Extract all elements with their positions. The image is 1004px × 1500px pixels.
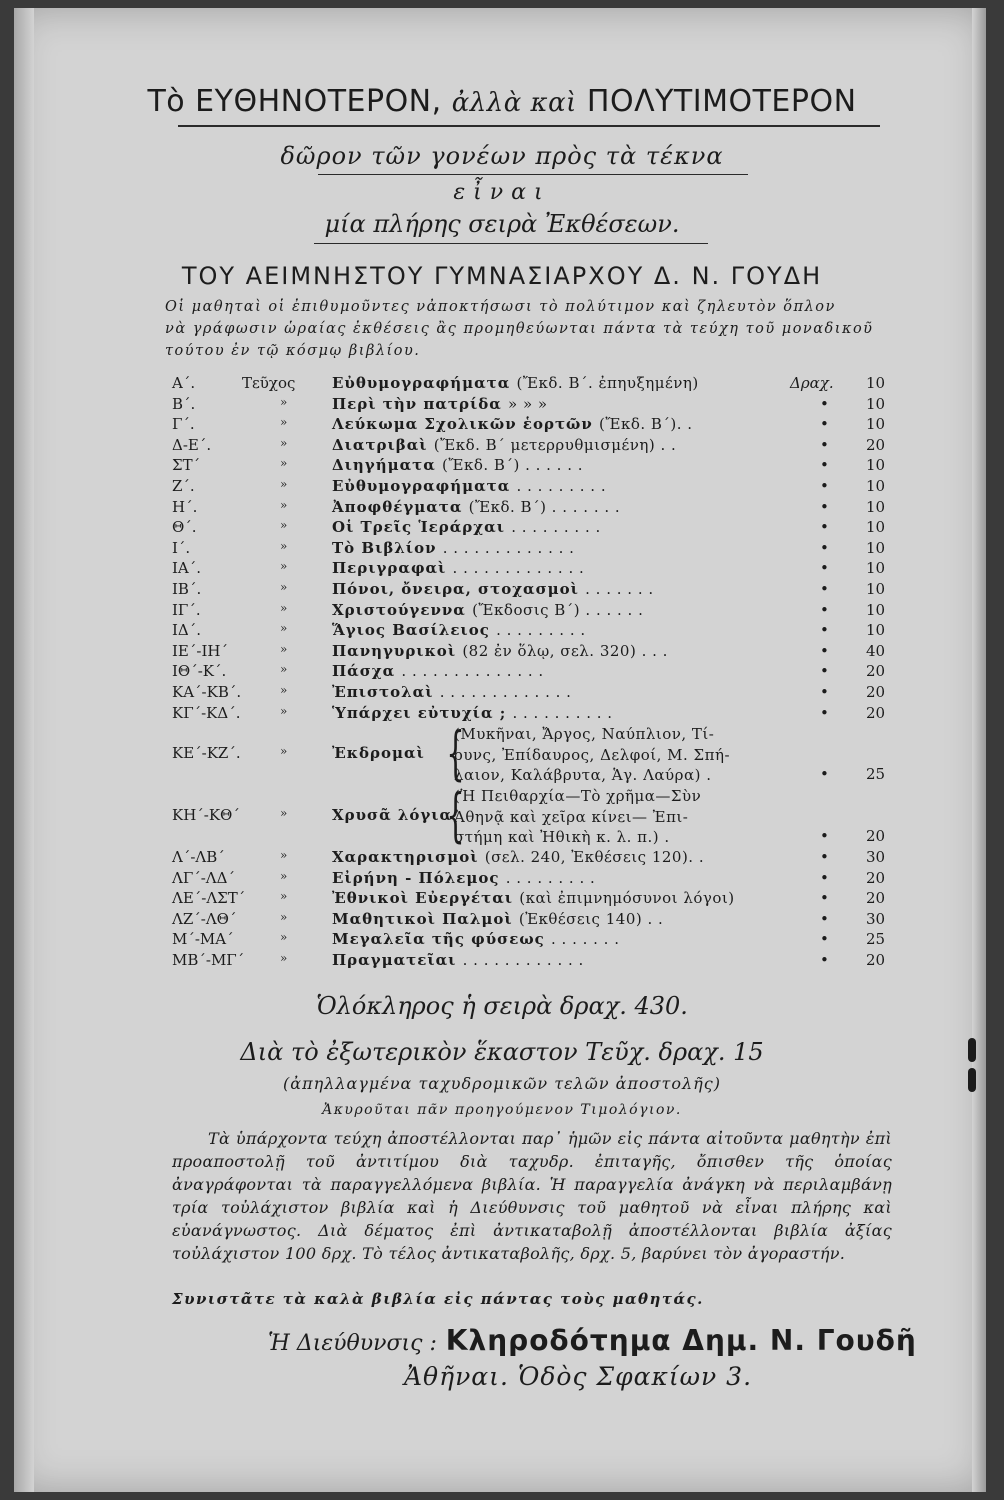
- volume-title-text: Ὑπάρχει εὐτυχία ;: [332, 703, 507, 722]
- bullet-mark: •: [820, 848, 829, 867]
- volume-note: (Ἔκδ. Β΄. ἐπηυξημένη): [516, 374, 699, 392]
- volume-title-text: Μεγαλεῖα τῆς φύσεως: [332, 930, 545, 949]
- volume-title: [332, 539, 574, 557]
- ditto-mark: »: [280, 600, 288, 615]
- catalog-row: [172, 869, 892, 890]
- volume-title: [332, 395, 548, 413]
- volume-title-text: Πραγματεῖαι: [332, 951, 457, 970]
- volume-title-text: Διηγήματα: [332, 456, 436, 475]
- ditto-mark: »: [280, 538, 288, 553]
- volume-price: 20: [866, 703, 886, 722]
- catalog-row: [172, 621, 892, 642]
- volume-note: . . . . . . . . . . . .: [462, 951, 584, 970]
- catalog-row: [172, 374, 892, 395]
- volume-price: 10: [866, 497, 886, 516]
- brace-line: ρυνς, Ἐπίδαυρος, Δελφοί, Μ. Σπή-: [454, 745, 731, 764]
- volume-price: 10: [866, 456, 886, 475]
- ditto-mark: »: [280, 641, 288, 656]
- catalog-row: [172, 683, 892, 704]
- volume-title: [332, 642, 668, 660]
- volume-price: 20: [866, 889, 886, 908]
- volume-code: Ζ΄.: [172, 476, 195, 495]
- address-line-2: Ἀθῆναι. Ὁδὸς Σφακίων 3.: [404, 1362, 753, 1391]
- volume-title: [332, 498, 620, 516]
- address-name: Κληροδότημα Δημ. Ν. Γουδῆ: [445, 1324, 917, 1357]
- brace-line: (Μυκῆναι, Ἄργος, Ναύπλιον, Τί-: [454, 725, 715, 744]
- volume-code: ΚΓ΄-ΚΔ΄.: [172, 703, 241, 722]
- catalog-row: [172, 580, 892, 601]
- volume-price: 20: [866, 827, 886, 846]
- subheadline: δῶρον τῶν γονέων πρὸς τὰ τέκνα: [280, 142, 724, 170]
- brace-glyph: {: [446, 719, 465, 788]
- volume-price: 30: [866, 848, 886, 867]
- brace-line: Ἀθηνᾷ καὶ χεῖρα κίνει— Ἐπι-: [454, 807, 689, 826]
- catalog-row: [172, 930, 892, 951]
- volume-title-text: Ἅγιος Βασίλειος: [332, 621, 490, 640]
- catalog-row: [172, 456, 892, 477]
- headline-part-a: Τὸ ΕΥΘΗΝΟΤΕΡΟΝ,: [147, 84, 442, 119]
- bullet-mark: •: [820, 435, 829, 454]
- volume-title: [332, 415, 693, 433]
- volume-code: Δ-Ε΄.: [172, 435, 212, 454]
- ditto-mark: »: [280, 744, 288, 759]
- volume-price: 25: [866, 765, 886, 784]
- volume-note: . . . . . . . . .: [505, 868, 596, 887]
- bullet-mark: •: [820, 600, 829, 619]
- bullet-mark: •: [820, 889, 829, 908]
- volume-title: [332, 930, 620, 948]
- volume-title-text: Ἐπιστολαὶ: [332, 682, 434, 701]
- volume-title: [332, 580, 654, 598]
- volume-code: Γ΄.: [172, 415, 195, 434]
- ditto-mark: »: [280, 415, 288, 430]
- volume-code: ΛΕ΄-ΛΣΤ΄: [172, 889, 246, 908]
- volume-title-text: Τὸ Βιβλίον: [332, 538, 437, 557]
- volume-note: (Ἐκθέσεις 140) . .: [518, 909, 664, 928]
- headline-part-c: ΠΟΛΥΤΙΜΟΤΕΡΟΝ: [586, 84, 857, 119]
- volume-title-text: Περιγραφαὶ: [332, 559, 447, 578]
- volume-title: Χρυσᾶ λόγια: [332, 806, 453, 825]
- volume-price: 20: [866, 951, 886, 970]
- volume-note: (Ἔκδ. Β΄) . . . . . .: [442, 456, 584, 475]
- volume-code: Μ΄-ΜΑ΄: [172, 930, 234, 949]
- volume-note: . . . . . . . . .: [516, 476, 607, 495]
- ditto-mark: »: [280, 868, 288, 883]
- volume-title-text: Εὐθυμογραφήματα: [332, 374, 511, 392]
- series-rule: [314, 243, 708, 244]
- series-line: μία πλήρης σειρὰ Ἐκθέσεων.: [324, 210, 680, 238]
- volume-price: 30: [866, 909, 886, 928]
- volume-note: . . . . . . . . . . . . .: [442, 538, 575, 557]
- volume-code: ΛΖ΄-ΛΘ΄: [172, 909, 237, 928]
- volume-title: [332, 662, 544, 680]
- bullet-mark: •: [820, 518, 829, 537]
- catalog-row: [172, 662, 892, 683]
- volume-note: (Ἔκδ. Β΄ μετερρυθμισμένη) . .: [433, 435, 677, 454]
- volume-code: ΙΓ΄.: [172, 600, 201, 619]
- volume-code: Λ΄-ΛΒ΄: [172, 848, 225, 867]
- volume-title: [332, 848, 704, 866]
- volume-code: ΙΒ΄.: [172, 579, 202, 598]
- headline-part-b: ἀλλὰ καὶ: [451, 88, 577, 118]
- volume-note: . . . . . . . . .: [511, 518, 601, 537]
- volume-price: 10: [866, 394, 886, 413]
- volume-code: ΚΕ΄-ΚΖ΄.: [172, 744, 241, 763]
- volume-title-text: Ἀποφθέγματα: [332, 497, 463, 516]
- volume-title-text: Εὐθυμογραφήματα: [332, 476, 511, 495]
- volume-title-text: Διατριβαὶ: [332, 435, 428, 454]
- bullet-mark: •: [820, 909, 829, 928]
- volume-price: 10: [866, 374, 886, 392]
- volume-title: [332, 601, 643, 619]
- volume-price: 10: [866, 538, 886, 557]
- catalog-row: [172, 910, 892, 931]
- volume-price: 10: [866, 415, 886, 434]
- volume-title: Ἐκδρομαὶ: [332, 744, 425, 763]
- ditto-mark: »: [280, 930, 288, 945]
- catalog-row: [172, 601, 892, 622]
- catalog-brace-row: [172, 719, 892, 788]
- volume-code: ΚΑ΄-ΚΒ΄.: [172, 682, 242, 701]
- volume-title: [332, 704, 613, 722]
- binding-hole: [968, 1038, 976, 1062]
- ditto-mark: »: [280, 621, 288, 636]
- volume-title-text: Ἐθνικοὶ Εὐεργέται: [332, 889, 514, 908]
- catalog-row: [172, 415, 892, 436]
- tevchos-label: Τεῦχος: [242, 374, 296, 392]
- catalog-row: [172, 951, 892, 972]
- volume-title: [332, 436, 676, 454]
- volume-price: 10: [866, 476, 886, 495]
- volume-note: (82 ἐν ὅλῳ, σελ. 320) . . .: [462, 641, 668, 660]
- volume-price: 10: [866, 518, 886, 537]
- bullet-mark: •: [820, 456, 829, 475]
- catalog-row: [172, 642, 892, 663]
- volume-note: . . . . . . . . . . . . .: [452, 559, 585, 578]
- address-label: Ἡ Διεύθυνσις :: [268, 1331, 437, 1356]
- catalog-row: [172, 436, 892, 457]
- postal-note: (ἀπηλλαγμένα ταχυδρομικῶν τελῶν ἀποστολῆς): [283, 1074, 721, 1093]
- volume-price: 20: [866, 868, 886, 887]
- volume-code: ΙΘ΄-Κ΄.: [172, 662, 227, 681]
- volume-title-text: Χαρακτηρισμοὶ: [332, 848, 479, 867]
- volume-price: 20: [866, 682, 886, 701]
- volume-title: [332, 683, 571, 701]
- ditto-mark: »: [280, 497, 288, 512]
- volume-code: ΛΓ΄-ΛΔ΄: [172, 868, 235, 887]
- volume-code: ΜΒ΄-ΜΓ΄: [172, 951, 245, 970]
- ditto-mark: »: [280, 703, 288, 718]
- intro-paragraph: [165, 296, 885, 362]
- headline: [0, 84, 1004, 119]
- volume-note: (καὶ ἐπιμνημόσυνοι λόγοι): [519, 889, 735, 908]
- brace-line: (Ἡ Πειθαρχία—Τὸ χρῆμα—Σὺν: [454, 787, 702, 806]
- volume-title: [332, 559, 584, 577]
- catalog-row: [172, 395, 892, 416]
- volume-price: 10: [866, 621, 886, 640]
- volume-code: ΚΗ΄-ΚΘ΄: [172, 806, 240, 825]
- volume-note: (Ἔκδ. Β΄). .: [598, 415, 693, 434]
- volume-price: 40: [866, 641, 886, 660]
- subheadline-rule: [318, 174, 748, 175]
- bullet-mark: •: [820, 579, 829, 598]
- bullet-mark: •: [820, 538, 829, 557]
- bullet-mark: •: [820, 394, 829, 413]
- bullet-mark: •: [820, 662, 829, 681]
- abroad-price: Διὰ τὸ ἐξωτερικὸν ἕκαστον Τεῦχ. δραχ. 15: [240, 1038, 764, 1066]
- series-total: Ὁλόκληρος ἡ σειρὰ δραχ. 430.: [316, 992, 688, 1020]
- volume-title: [332, 621, 586, 639]
- volume-title-text: Πάσχα: [332, 662, 396, 681]
- volume-code: Β΄.: [172, 394, 196, 413]
- bullet-mark: •: [820, 621, 829, 640]
- volume-code: ΙΕ΄-ΙΗ΄: [172, 641, 228, 660]
- brace-lines: [454, 786, 701, 848]
- volume-code: ΣΤ΄: [172, 456, 201, 475]
- unit-label: Δραχ.: [790, 374, 834, 392]
- ditto-mark: »: [280, 909, 288, 924]
- volume-price: 20: [866, 662, 886, 681]
- bullet-mark: •: [820, 827, 829, 846]
- intro-line: Οἱ μαθηταὶ οἱ ἐπιθυμοῦντες νἀποκτήσωσι τὸ πολύτιμον καὶ ζηλευτὸν ὅπλον: [165, 299, 836, 315]
- cancel-note: Ἀκυροῦται πᾶν προηγούμενον Τιμολόγιον.: [322, 1102, 682, 1118]
- ditto-mark: »: [280, 518, 288, 533]
- volume-title-text: Λεύκωμα Σχολικῶν ἑορτῶν: [332, 415, 593, 434]
- volume-note: . . . . . . .: [551, 930, 620, 949]
- headline-rule: [178, 125, 880, 127]
- ditto-mark: »: [280, 889, 288, 904]
- bullet-mark: •: [820, 951, 829, 970]
- ditto-mark: »: [280, 559, 288, 574]
- volume-title: [332, 456, 583, 474]
- volume-code: Η΄.: [172, 497, 198, 516]
- ditto-mark: »: [280, 806, 288, 821]
- volume-price: 10: [866, 579, 886, 598]
- volume-note: . . . . . . . . . .: [512, 703, 613, 722]
- volume-code: ΙΔ΄.: [172, 621, 202, 640]
- volume-note: . . . . . . . . .: [496, 621, 586, 640]
- volume-title: [332, 374, 699, 392]
- bullet-mark: •: [820, 641, 829, 660]
- catalog-row: [172, 848, 892, 869]
- catalog-table: [172, 374, 892, 972]
- ditto-mark: »: [280, 456, 288, 471]
- brace-lines: [454, 724, 730, 786]
- bullet-mark: •: [820, 703, 829, 722]
- catalog-brace-row: [172, 781, 892, 850]
- bullet-mark: •: [820, 415, 829, 434]
- volume-code: Θ΄.: [172, 518, 197, 537]
- volume-title-text: Πανηγυρικοὶ: [332, 641, 457, 660]
- volume-note: . . . . . . .: [585, 579, 654, 598]
- volume-note: » » »: [508, 394, 548, 413]
- volume-title-text: Μαθητικοὶ Παλμοὶ: [332, 909, 513, 928]
- intro-line: τούτου ἐν τῷ κόσμῳ βιβλίου.: [165, 343, 421, 359]
- volume-title-text: Πόνοι, ὄνειρα, στοχασμοὶ: [332, 579, 579, 598]
- volume-price: 25: [866, 930, 886, 949]
- bullet-mark: •: [820, 765, 829, 784]
- bullet-mark: •: [820, 476, 829, 495]
- catalog-row: [172, 518, 892, 539]
- ditto-mark: »: [280, 579, 288, 594]
- volume-price: 20: [866, 435, 886, 454]
- volume-title: [332, 518, 601, 536]
- volume-note: . . . . . . . . . . . . .: [439, 682, 572, 701]
- volume-title-text: Περὶ τὴν πατρίδα: [332, 394, 502, 413]
- catalog-row: [172, 704, 892, 725]
- volume-title: [332, 889, 735, 907]
- is-line: εἶναι: [453, 180, 551, 205]
- recommendation: Συνιστᾶτε τὰ καλὰ βιβλία εἰς πάντας τοὺς μαθητάς.: [172, 1290, 704, 1308]
- volume-code: ΙΑ΄.: [172, 559, 202, 578]
- catalog-row: [172, 889, 892, 910]
- author-line: ΤΟΥ ΑΕΙΜΝΗΣΤΟΥ ΓΥΜΝΑΣΙΑΡΧΟΥ Δ. Ν. ΓΟΥΔΗ: [181, 262, 823, 290]
- brace-glyph: {: [446, 781, 465, 850]
- catalog-row: [172, 559, 892, 580]
- volume-price: 10: [866, 559, 886, 578]
- bullet-mark: •: [820, 868, 829, 887]
- address-line-1: [268, 1324, 917, 1357]
- volume-title: [332, 910, 663, 928]
- ditto-mark: »: [280, 476, 288, 491]
- order-terms-text: Τὰ ὑπάρχοντα τεύχη ἀποστέλλονται παρ᾽ ἡμῶν εἰς πάντα αἰτοῦντα μαθητὴν ἐπὶ προαποστολῇ τοῦ ἀντιτίμου διὰ ταχυδρ. ἐπιταγῆς, ὄπισθεν τῆς ὁποίας ἀναγράφονται τὰ παραγγελλόμενα βιβλία. Ἡ παραγγελία ἀνάγκη νὰ περιλαμβάνῃ τρία τοὐλάχιστον βιβλία καὶ ἡ Διεύθυνσις τοῦ μαθητοῦ νὰ εἶναι πλήρης καὶ εὐανάγνωστος. Διὰ δέματος ἐπὶ ἀντικαταβολῇ ἀποστέλλονται βιβλία ἀξίας τοὐλάχιστον 100 δρχ. Τὸ τέλος ἀντικαταβολῆς, δρχ. 5, βαρύνει τὸν ἀγοραστήν.: [172, 1129, 892, 1263]
- ditto-mark: »: [280, 394, 288, 409]
- volume-price: 10: [866, 600, 886, 619]
- intro-line: νὰ γράφωσιν ὡραίας ἐκθέσεις ἂς προμηθεύωνται πάντα τὰ τεύχη τοῦ μοναδικοῦ: [165, 321, 874, 337]
- volume-title: [332, 477, 606, 495]
- volume-title: [332, 951, 584, 969]
- bullet-mark: •: [820, 682, 829, 701]
- volume-note: (Ἔκδ. Β΄) . . . . . . .: [468, 497, 621, 516]
- bullet-mark: •: [820, 559, 829, 578]
- ditto-mark: »: [280, 848, 288, 863]
- bullet-mark: •: [820, 497, 829, 516]
- catalog-row: [172, 477, 892, 498]
- ditto-mark: »: [280, 662, 288, 677]
- binding-hole: [968, 1068, 976, 1092]
- catalog-row: [172, 498, 892, 519]
- bullet-mark: •: [820, 930, 829, 949]
- volume-title-text: Οἱ Τρεῖς Ἱεράρχαι: [332, 518, 505, 537]
- volume-note: . . . . . . . . . . . . . .: [401, 662, 544, 681]
- catalog-row: [172, 539, 892, 560]
- volume-code: Α΄.: [172, 374, 196, 392]
- brace-line: λαιον, Καλάβρυτα, Ἁγ. Λαύρα) .: [454, 766, 712, 785]
- volume-title-text: Εἰρήνη - Πόλεμος: [332, 868, 500, 887]
- ditto-mark: »: [280, 435, 288, 450]
- order-terms: [172, 1127, 892, 1265]
- ditto-mark: »: [280, 951, 288, 966]
- volume-note: (σελ. 240, Ἐκθέσεις 120). .: [484, 848, 705, 867]
- volume-title: [332, 869, 595, 887]
- volume-code: Ι΄.: [172, 538, 191, 557]
- ditto-mark: »: [280, 682, 288, 697]
- brace-line: στήμη καὶ Ἠθικὴ κ. λ. π.) .: [454, 828, 670, 847]
- volume-title-text: Χριστούγεννα: [332, 600, 466, 619]
- volume-note: (Ἔκδοσις Β΄) . . . . . .: [472, 600, 644, 619]
